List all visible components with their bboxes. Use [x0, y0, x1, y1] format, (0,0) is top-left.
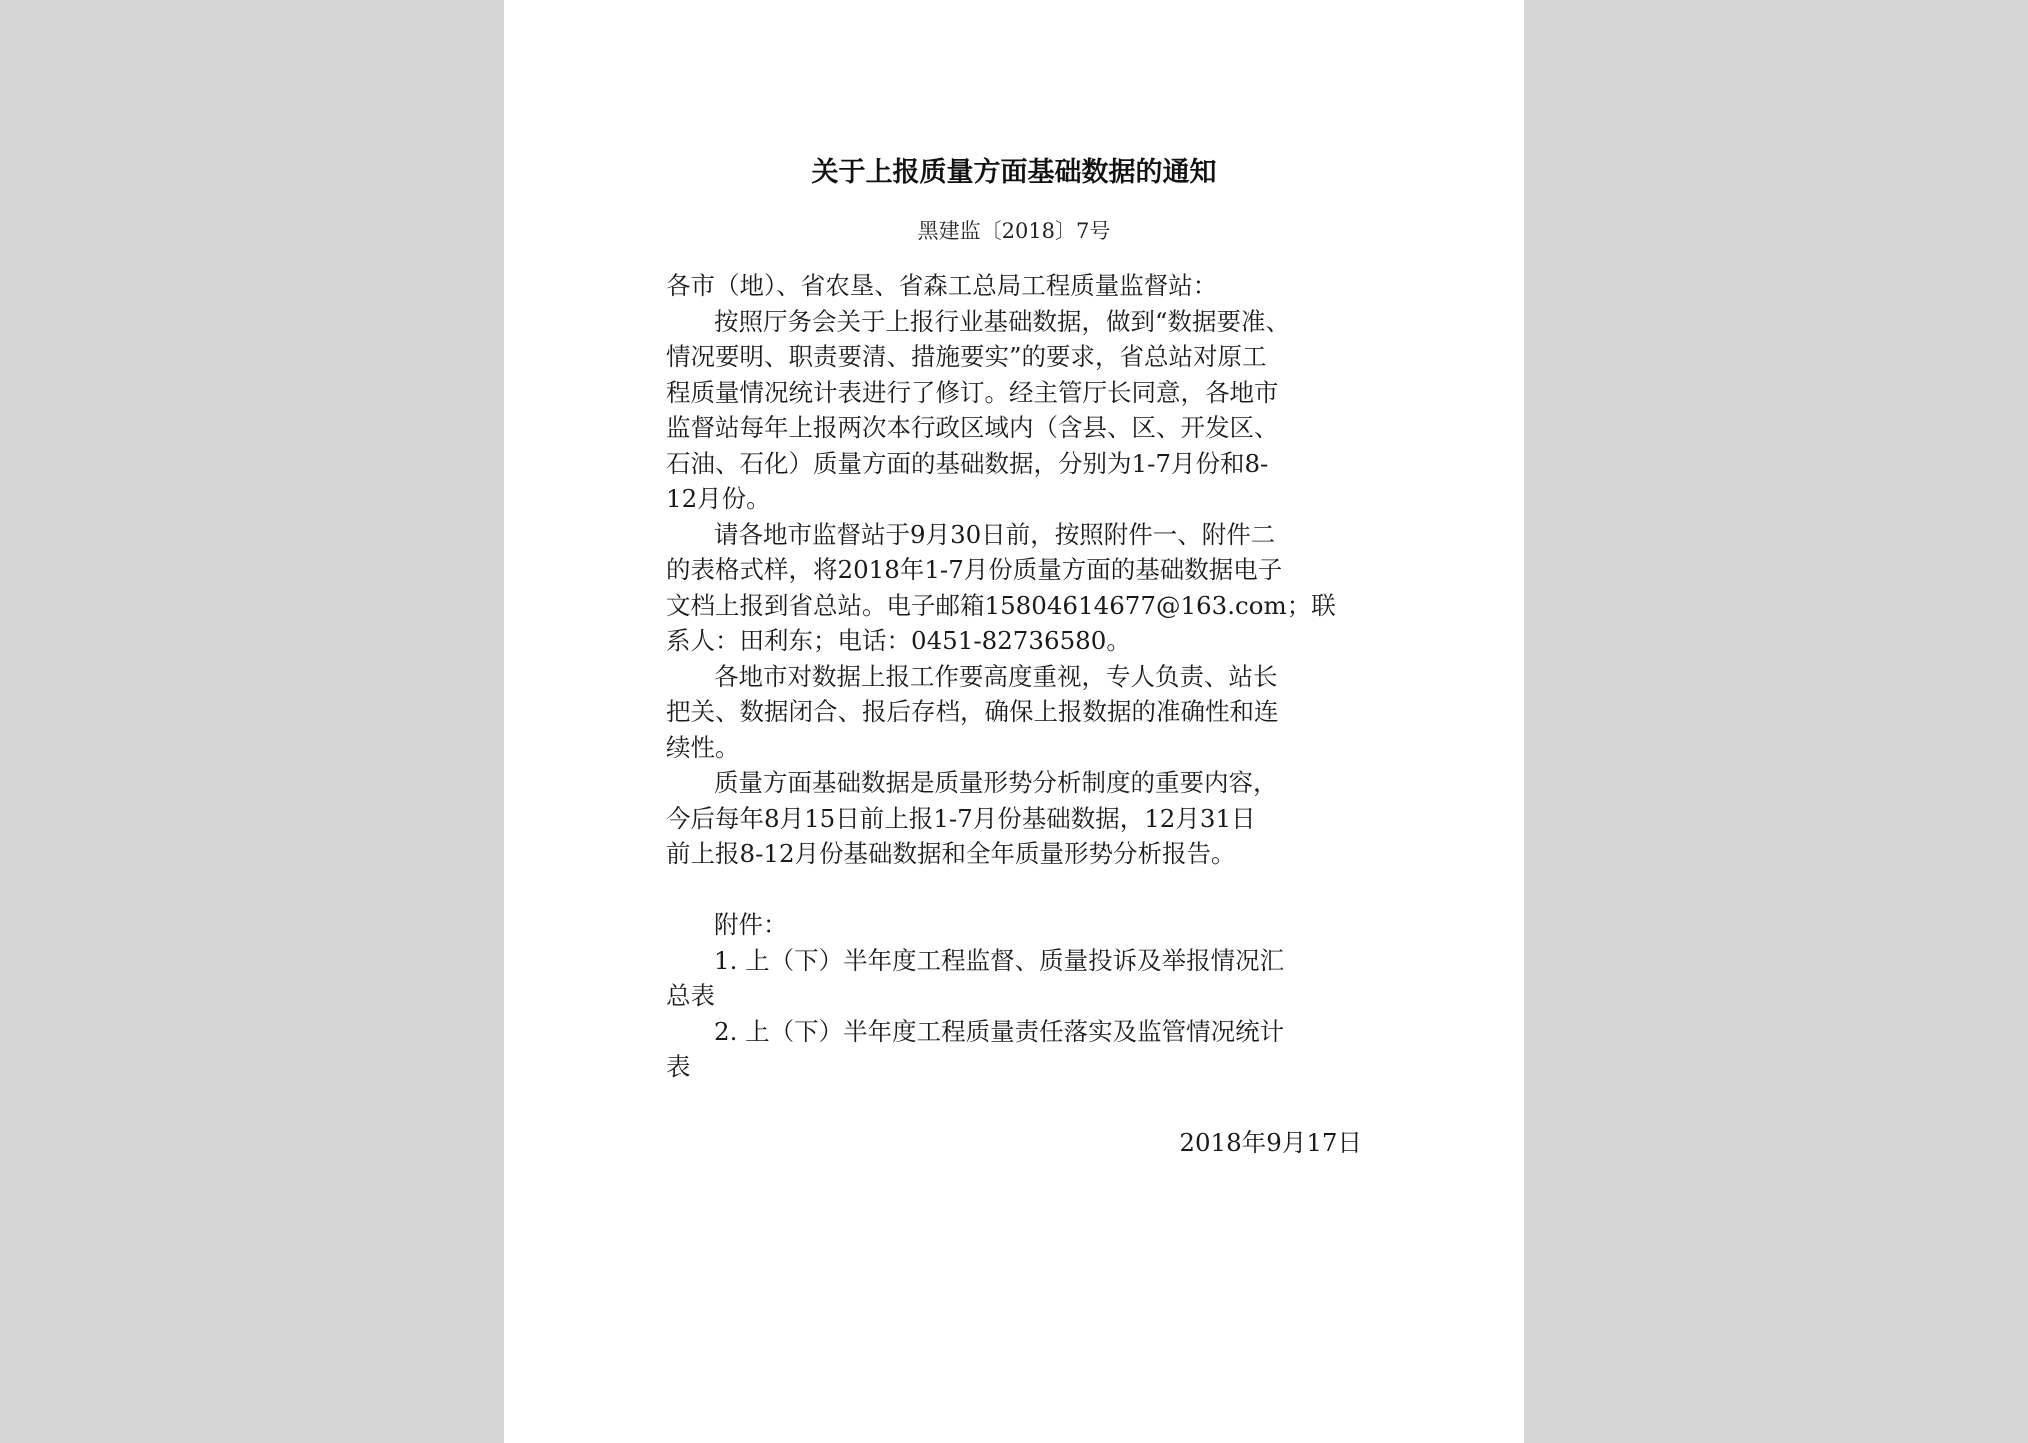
document-number: 黑建监〔2018〕7号 [917, 219, 1111, 243]
paragraph-line: 质量方面基础数据是质量形势分析制度的重要内容， [714, 768, 1278, 797]
attachments-label: 附件： [714, 910, 788, 939]
paragraph-line: 程质量情况统计表进行了修订。经主管厅长同意，各地市 [666, 377, 1279, 407]
paragraph-line: 石油、石化）质量方面的基础数据，分别为1-7月份和8- [666, 448, 1269, 478]
document-date: 2018年9月17日 [1179, 1128, 1362, 1157]
paragraph-line: 12月份。 [666, 484, 771, 513]
paragraph-line: 各地市对数据上报工作要高度重视，专人负责、站长 [714, 661, 1278, 691]
paragraph-3 [666, 659, 1386, 766]
paragraph-line: 把关、数据闭合、报后存档，确保上报数据的准确性和连 [666, 697, 1279, 726]
attachment-line: 表 [666, 1052, 691, 1081]
attachment-line: 1. 上（下）半年度工程监督、质量投诉及举报情况汇 [714, 945, 1285, 975]
document-title: 关于上报质量方面基础数据的通知 [811, 157, 1217, 188]
attachment-line: 总表 [666, 981, 715, 1010]
paragraph-line: 请各地市监督站于9月30日前，按照附件一、附件二 [714, 519, 1276, 549]
paragraph-4 [666, 765, 1386, 872]
attachment-line: 2. 上（下）半年度工程质量责任落实及监管情况统计 [714, 1016, 1285, 1046]
spacer [666, 872, 1386, 908]
paragraph-line: 今后每年8月15日前上报1-7月份基础数据，12月31日 [666, 803, 1256, 833]
document-page [504, 0, 1524, 1443]
paragraph-1 [666, 304, 1386, 517]
paragraph-line: 情况要明、职责要清、措施要实”的要求，省总站对原工 [666, 342, 1267, 371]
paragraph-line: 的表格式样，将2018年1-7月份质量方面的基础数据电子 [666, 555, 1283, 584]
paragraph-line: 前上报8-12月份基础数据和全年质量形势分析报告。 [666, 839, 1236, 868]
attachment-item-2 [666, 1014, 1386, 1085]
paragraph-line: 系人：田利东；电话：0451-82736580。 [666, 626, 1131, 655]
paragraph-line: 按照厅务会关于上报行业基础数据，做到“数据要准、 [714, 306, 1291, 336]
paragraph-2 [666, 517, 1386, 659]
document-body [666, 268, 1386, 1085]
paragraph-line: 续性。 [666, 732, 740, 762]
addressee: 各市（地）、省农垦、省森工总局工程质量监督站： [666, 271, 1218, 300]
paragraph-line: 监督站每年上报两次本行政区域内（含县、区、开发区、 [666, 413, 1279, 442]
attachment-item-1 [666, 943, 1386, 1014]
paragraph-line: 文档上报到省总站。电子邮箱15804614677@163.com；联 [666, 590, 1336, 620]
